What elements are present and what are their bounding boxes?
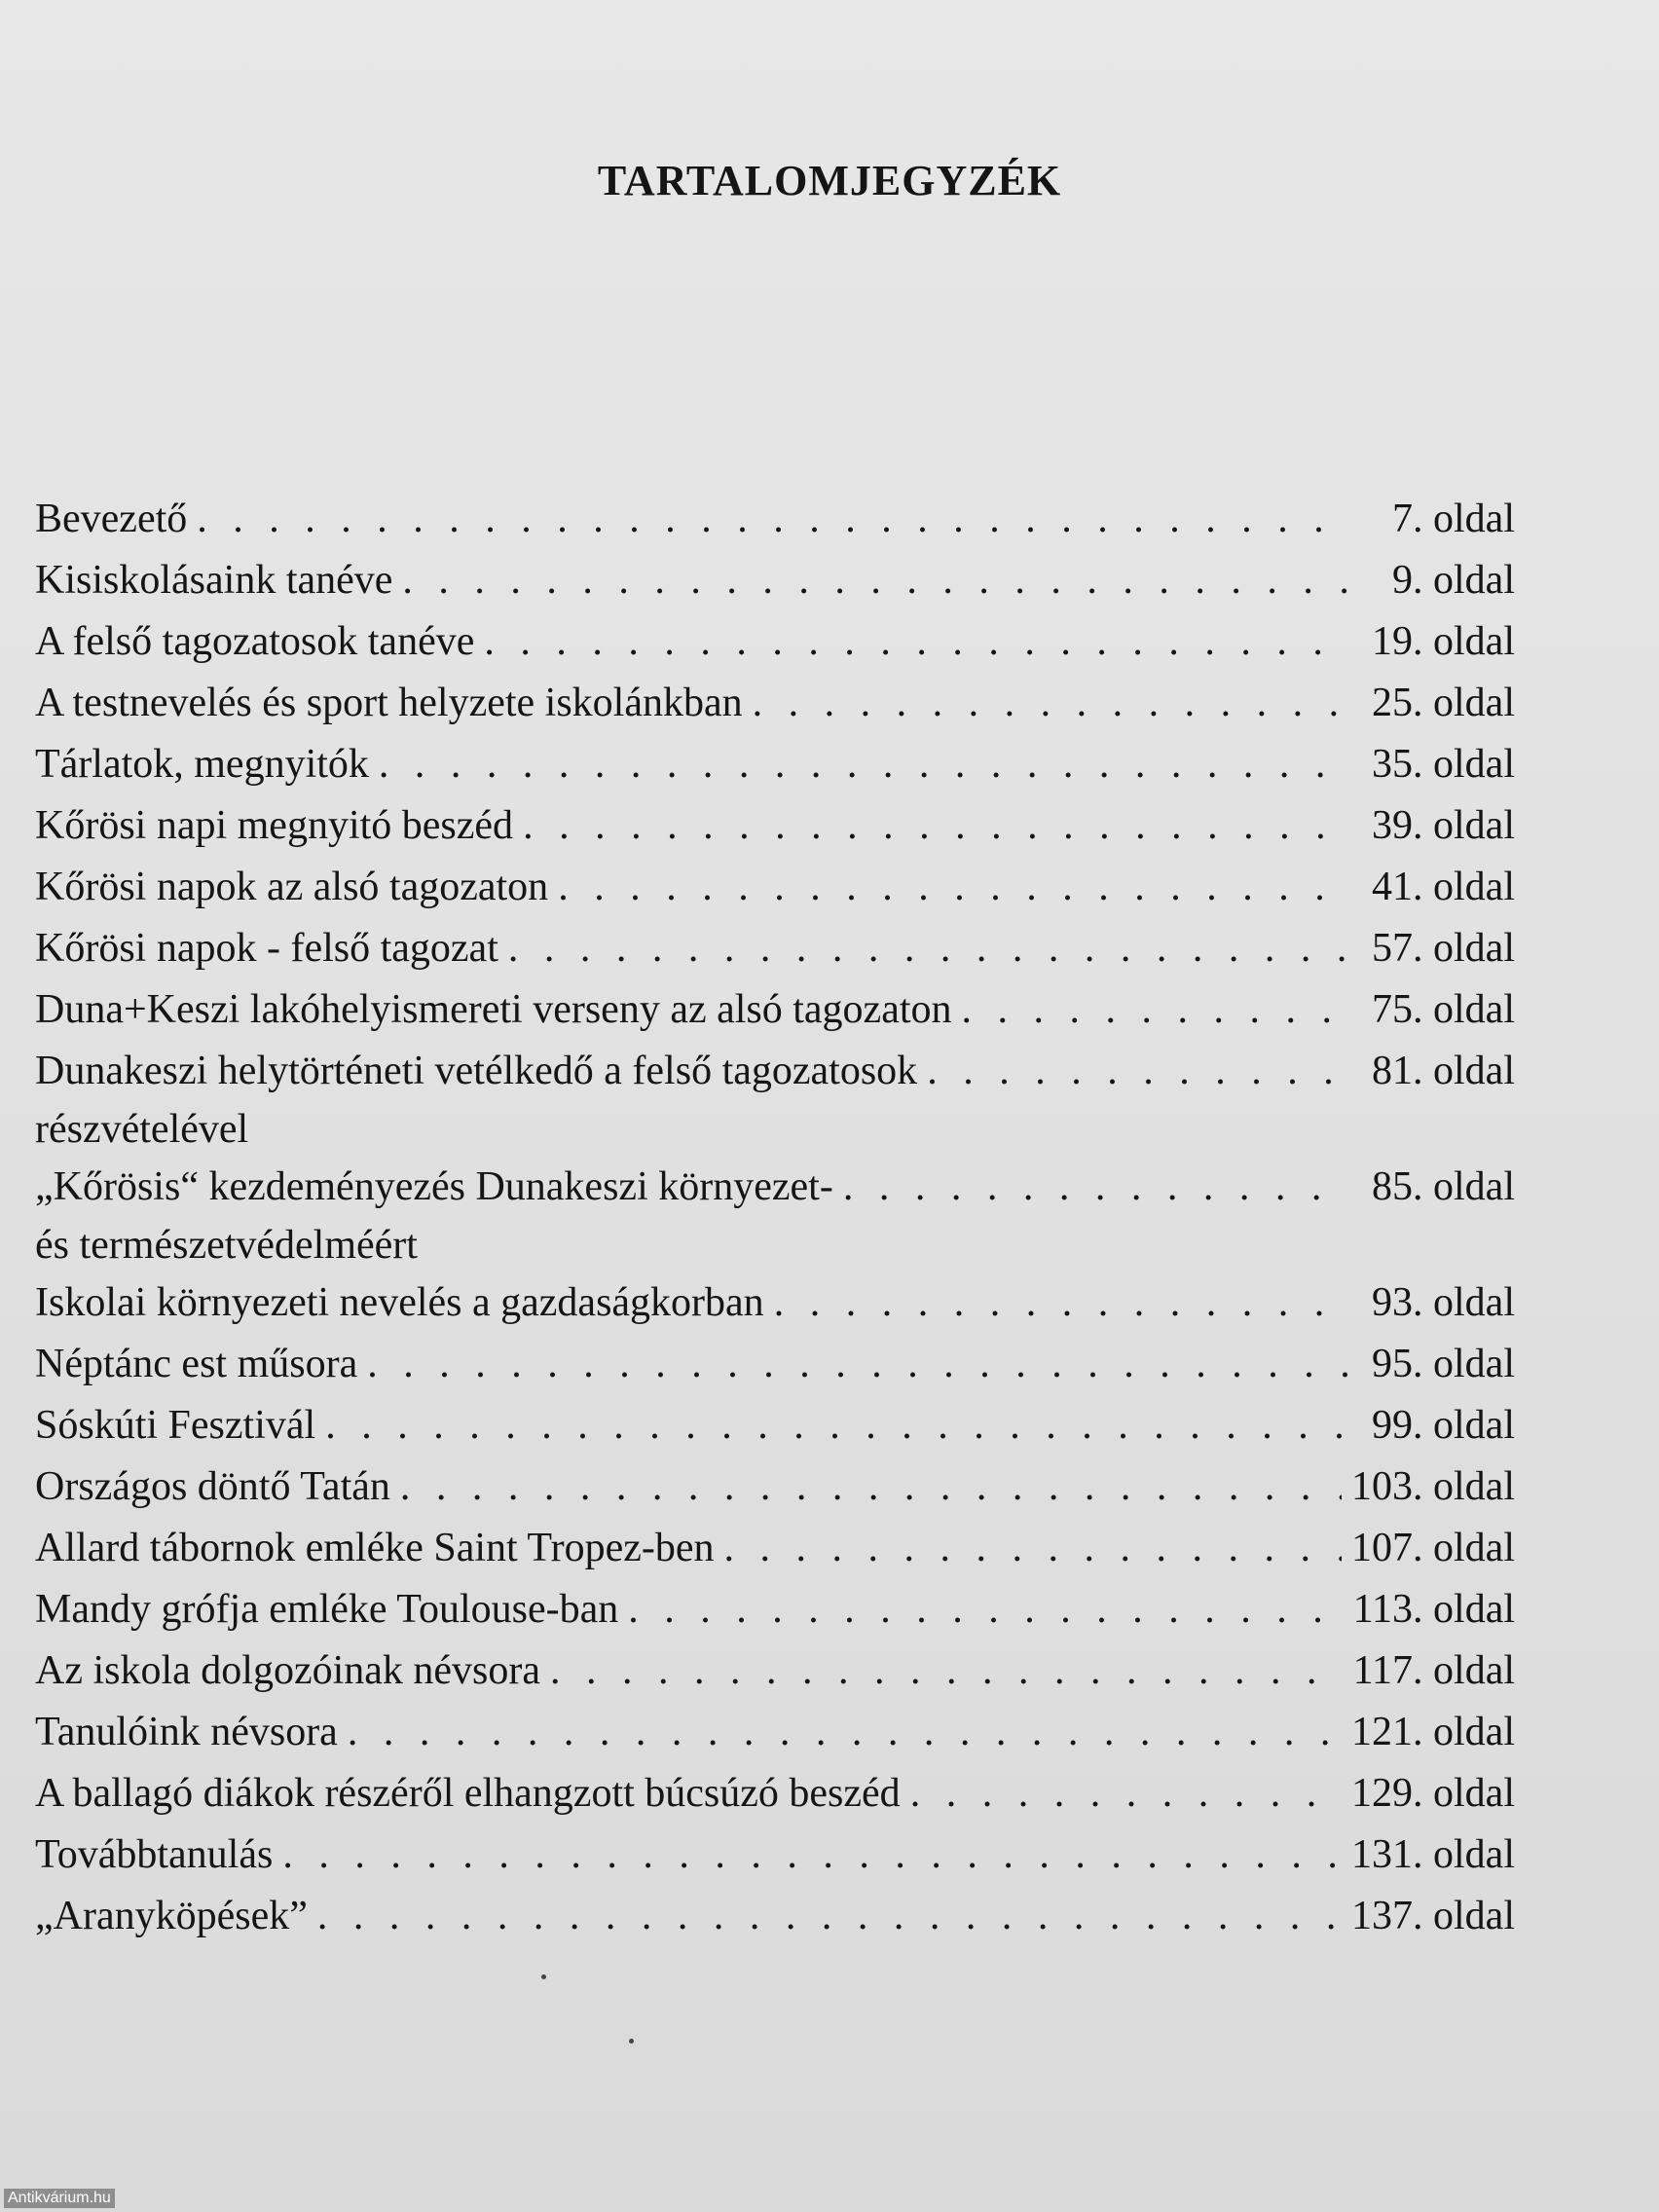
toc-line bbox=[35, 979, 1515, 1041]
dot-leader bbox=[724, 1518, 1343, 1579]
toc-line bbox=[35, 918, 1515, 979]
toc-entry-title: „Kőrösis“ kezdeményezés Dunakeszi környezet- bbox=[35, 1164, 833, 1209]
toc-entry-page: 81. oldal bbox=[1372, 1049, 1515, 1093]
toc-line bbox=[35, 1041, 1515, 1102]
toc-entry-page: 99. oldal bbox=[1372, 1403, 1515, 1448]
dot-leader bbox=[523, 795, 1349, 857]
dot-leader bbox=[379, 734, 1349, 795]
toc-entry-title: Tanulóink névsora bbox=[35, 1710, 338, 1754]
toc-entry bbox=[35, 1272, 1515, 1334]
toc-entry bbox=[35, 489, 1515, 550]
toc-entry bbox=[35, 1641, 1515, 1702]
toc-entry-page: 137. oldal bbox=[1351, 1894, 1515, 1938]
toc-entry bbox=[35, 611, 1515, 673]
toc-entry-title: Az iskola dolgozóinak névsora bbox=[35, 1648, 541, 1693]
toc-entry-title-continued: és természetvédelméért bbox=[35, 1223, 418, 1268]
toc-line bbox=[35, 1272, 1515, 1334]
toc-entry-title: Sóskúti Fesztivál bbox=[35, 1403, 316, 1448]
toc-entry-title: Allard tábornok emléke Saint Tropez-ben bbox=[35, 1526, 715, 1570]
toc-line bbox=[35, 673, 1515, 734]
toc-line bbox=[35, 1825, 1515, 1886]
toc-entry-title: Kisiskolásaink tanéve bbox=[35, 558, 393, 603]
toc-entry-page: 41. oldal bbox=[1372, 865, 1515, 909]
toc-entry-title: Duna+Keszi lakóhelyismereti verseny az alsó tagozaton bbox=[35, 987, 952, 1032]
toc-line bbox=[35, 550, 1515, 611]
toc-entry bbox=[35, 1763, 1515, 1825]
dot-leader bbox=[282, 1825, 1342, 1886]
toc-line bbox=[35, 734, 1515, 795]
toc-entry-title: Tárlatok, megnyitók bbox=[35, 742, 369, 787]
toc-entry-title: Kőrösi napok az alsó tagozaton bbox=[35, 865, 549, 909]
toc-entry bbox=[35, 550, 1515, 611]
toc-entry-page: 129. oldal bbox=[1351, 1771, 1515, 1816]
toc-entry-page: 95. oldal bbox=[1372, 1342, 1515, 1386]
toc-entry bbox=[35, 795, 1515, 857]
toc-line bbox=[35, 1157, 1515, 1218]
toc-entry-page: 25. oldal bbox=[1372, 681, 1515, 725]
toc-entry-page: 7. oldal bbox=[1392, 497, 1515, 541]
toc-entry-page: 107. oldal bbox=[1351, 1526, 1515, 1570]
dot-leader bbox=[843, 1157, 1349, 1218]
toc-entry bbox=[35, 1334, 1515, 1395]
toc-line bbox=[35, 857, 1515, 918]
dot-leader bbox=[508, 918, 1349, 979]
toc-entry-title: A ballagó diákok részéről elhangzott búcsúzó beszéd bbox=[35, 1771, 901, 1816]
toc-entry bbox=[35, 979, 1515, 1041]
toc-line bbox=[35, 1456, 1515, 1518]
toc-entry bbox=[35, 1456, 1515, 1518]
page-title: TARTALOMJEGYZÉK bbox=[597, 157, 1062, 204]
toc-entry bbox=[35, 1886, 1515, 1947]
dot-leader bbox=[910, 1763, 1342, 1825]
speck-mark bbox=[629, 2039, 634, 2044]
toc-entry bbox=[35, 1825, 1515, 1886]
toc-line bbox=[35, 795, 1515, 857]
dot-leader bbox=[402, 550, 1349, 611]
toc-entry-page: 113. oldal bbox=[1352, 1587, 1515, 1632]
toc-entry-page: 9. oldal bbox=[1392, 558, 1515, 603]
dot-leader bbox=[484, 611, 1349, 673]
toc-entry-page: 19. oldal bbox=[1372, 619, 1515, 664]
dot-leader bbox=[317, 1886, 1342, 1947]
dot-leader bbox=[348, 1702, 1342, 1763]
toc-entry-page: 39. oldal bbox=[1372, 803, 1515, 848]
dot-leader bbox=[197, 489, 1349, 550]
dot-leader bbox=[774, 1272, 1349, 1334]
toc-entry-page: 93. oldal bbox=[1372, 1280, 1515, 1325]
toc-entry-title: Néptánc est műsora bbox=[35, 1342, 358, 1386]
toc-entry-title: Mandy grófja emléke Toulouse-ban bbox=[35, 1587, 619, 1632]
dot-leader bbox=[628, 1579, 1343, 1641]
toc-entry-title: A felső tagozatosok tanéve bbox=[35, 619, 475, 664]
toc-entry bbox=[35, 1518, 1515, 1579]
toc-entry-title: Országos döntő Tatán bbox=[35, 1464, 390, 1509]
toc-entry-page: 75. oldal bbox=[1372, 987, 1515, 1032]
toc-entry-title: Iskolai környezeti nevelés a gazdaságkorban bbox=[35, 1280, 764, 1325]
toc-entry bbox=[35, 1157, 1515, 1272]
dot-leader bbox=[325, 1395, 1349, 1456]
toc-line bbox=[35, 1579, 1515, 1641]
toc-entry bbox=[35, 1702, 1515, 1763]
toc-entry bbox=[35, 918, 1515, 979]
toc-entry-page: 57. oldal bbox=[1372, 926, 1515, 971]
toc-line bbox=[35, 1395, 1515, 1456]
toc-entry-page: 121. oldal bbox=[1351, 1710, 1515, 1754]
dot-leader bbox=[400, 1456, 1342, 1518]
toc-line bbox=[35, 489, 1515, 550]
toc-entry bbox=[35, 1041, 1515, 1157]
toc-line bbox=[35, 1641, 1515, 1702]
toc-line bbox=[35, 1334, 1515, 1395]
toc-entry bbox=[35, 857, 1515, 918]
dot-leader bbox=[927, 1041, 1349, 1102]
toc-entry-title: Kőrösi napok - felső tagozat bbox=[35, 926, 498, 971]
toc-entry-page: 85. oldal bbox=[1372, 1164, 1515, 1209]
speck-mark bbox=[541, 1974, 546, 1979]
dot-leader bbox=[367, 1334, 1349, 1395]
toc-entry bbox=[35, 734, 1515, 795]
toc-line bbox=[35, 1702, 1515, 1763]
toc-entry-title: A testnevelés és sport helyzete iskolánkban bbox=[35, 681, 743, 725]
toc-line bbox=[35, 1763, 1515, 1825]
dot-leader bbox=[558, 857, 1349, 918]
toc-entry-title: Dunakeszi helytörténeti vetélkedő a felső tagozatosok bbox=[35, 1049, 918, 1093]
dot-leader bbox=[962, 979, 1349, 1041]
toc-entry-title: „Aranyköpések” bbox=[35, 1894, 308, 1938]
toc-entry-page: 117. oldal bbox=[1352, 1648, 1515, 1693]
toc-entry-title: Kőrösi napi megnyitó beszéd bbox=[35, 803, 514, 848]
toc-line bbox=[35, 611, 1515, 673]
watermark: Antikvárium.hu bbox=[4, 2189, 115, 2208]
toc-entry bbox=[35, 673, 1515, 734]
toc-entry-page: 35. oldal bbox=[1372, 742, 1515, 787]
dot-leader bbox=[550, 1641, 1344, 1702]
toc-line bbox=[35, 1518, 1515, 1579]
toc-entry bbox=[35, 1579, 1515, 1641]
toc-entry bbox=[35, 1395, 1515, 1456]
table-of-contents bbox=[35, 489, 1515, 1947]
toc-entry-title-continued: részvételével bbox=[35, 1107, 249, 1152]
toc-entry-title: Bevezető bbox=[35, 497, 188, 541]
toc-line bbox=[35, 1886, 1515, 1947]
dot-leader bbox=[753, 673, 1349, 734]
toc-entry-page: 103. oldal bbox=[1351, 1464, 1515, 1509]
toc-entry-page: 131. oldal bbox=[1351, 1832, 1515, 1877]
toc-entry-title: Továbbtanulás bbox=[35, 1832, 274, 1877]
